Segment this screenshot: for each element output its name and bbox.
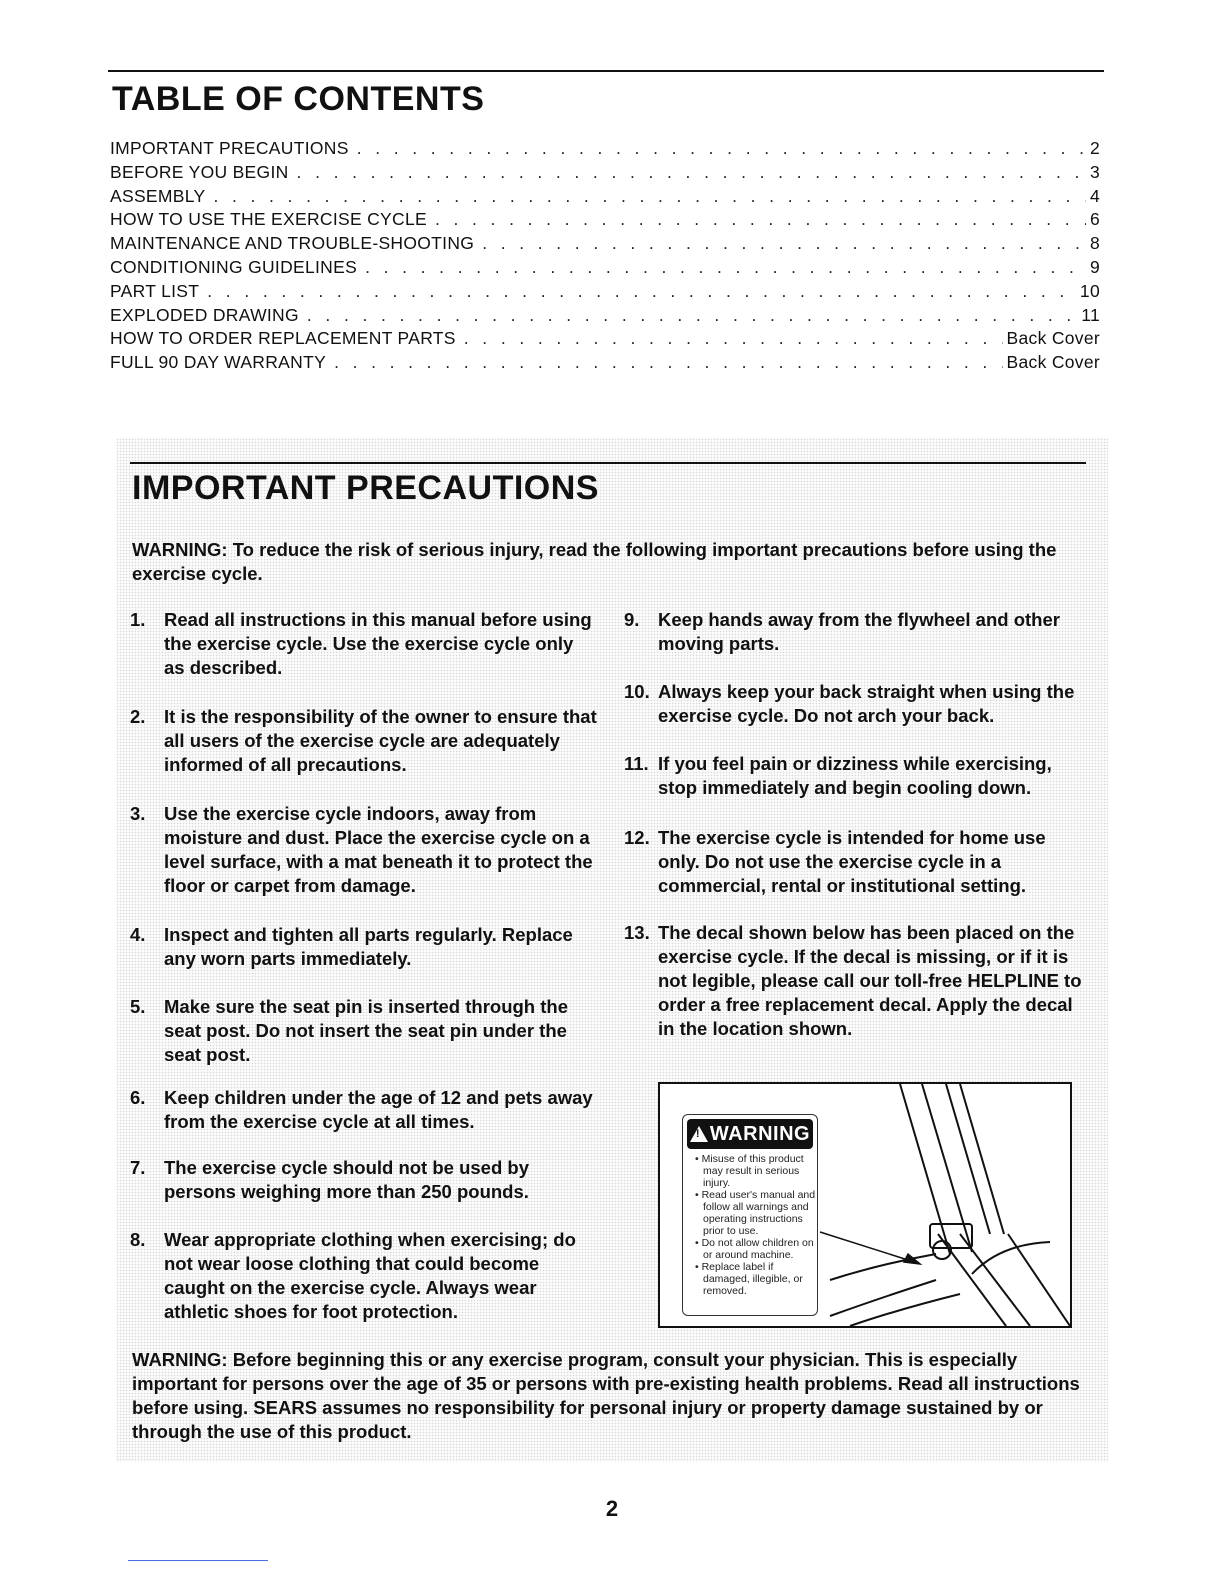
precaution-item <box>622 921 1092 1041</box>
toc-entry-page: 9 <box>1089 256 1100 277</box>
toc-entry[interactable] <box>108 305 1104 329</box>
toc-leader-dots <box>334 352 1002 373</box>
precaution-number: 2. <box>130 706 146 727</box>
toc-list <box>108 138 1104 376</box>
table-of-contents <box>108 70 1104 376</box>
toc-leader-dots <box>464 328 1003 349</box>
toc-entry[interactable] <box>108 257 1104 281</box>
toc-entry-label: CONDITIONING GUIDELINES <box>110 256 358 277</box>
toc-leader-dots <box>307 305 1077 326</box>
precaution-number: 12. <box>624 827 650 848</box>
toc-entry-label: HOW TO ORDER REPLACEMENT PARTS <box>110 328 456 349</box>
precaution-item <box>128 705 598 777</box>
precaution-item <box>128 1156 598 1204</box>
precaution-text: Use the exercise cycle indoors, away from moisture and dust. Place the exercise cycle on a level surface, with a mat beneath it to protect the floor or carpet from damage. <box>164 803 593 896</box>
toc-leader-dots <box>482 233 1086 254</box>
toc-top-rule <box>108 70 1104 72</box>
toc-leader-dots <box>357 138 1086 159</box>
precaution-text: Always keep your back straight when using the exercise cycle. Do not arch your back. <box>658 681 1075 726</box>
toc-entry-label: MAINTENANCE AND TROUBLE-SHOOTING <box>110 233 475 254</box>
important-precautions-panel <box>116 438 1108 1462</box>
toc-title: TABLE OF CONTENTS <box>112 80 485 118</box>
toc-entry-page: 10 <box>1079 280 1100 301</box>
precaution-text: It is the responsibility of the owner to ensure that all users of the exercise cycle are adequately informed of all precautions. <box>164 706 597 775</box>
precautions-title: IMPORTANT PRECAUTIONS <box>132 469 599 507</box>
toc-entry-label: ASSEMBLY <box>110 185 206 206</box>
toc-entry-page: 4 <box>1089 185 1100 206</box>
toc-entry-page: 2 <box>1089 138 1100 158</box>
precaution-text: Keep children under the age of 12 and pets away from the exercise cycle at all times. <box>164 1087 593 1132</box>
closing-warning: WARNING: Before beginning this or any exercise program, consult your physician. This is especially important for persons over the age of 35 or persons with pre-existing health problems. Read all instructions before using. SEARS assumes no responsibility for personal injury or property damage sustained by or through the use of this product. <box>132 1349 1080 1442</box>
toc-entry-label: EXPLODED DRAWING <box>110 304 299 325</box>
toc-entry-page: Back Cover <box>1006 352 1100 373</box>
toc-entry[interactable] <box>108 281 1104 305</box>
precaution-number: 8. <box>130 1229 146 1250</box>
precaution-text: If you feel pain or dizziness while exercising, stop immediately and begin cooling down. <box>658 753 1052 798</box>
toc-leader-dots <box>297 162 1086 183</box>
precaution-text: The decal shown below has been placed on the exercise cycle. If the decal is missing, or if it is not legible, please call our toll-free HELPLINE to order a free replacement decal. Apply the decal in the location shown. <box>658 922 1082 1039</box>
precaution-item <box>622 680 1092 728</box>
toc-leader-dots <box>207 281 1076 302</box>
toc-entry-label: FULL 90 DAY WARRANTY <box>110 352 327 373</box>
toc-entry-page: 8 <box>1089 233 1100 254</box>
decal-header <box>687 1119 813 1149</box>
toc-entry[interactable] <box>108 162 1104 186</box>
toc-entry[interactable] <box>108 352 1104 376</box>
intro-warning: WARNING: To reduce the risk of serious injury, read the following important precautions before using the exercise cycle. <box>132 539 1057 584</box>
precaution-text: Keep hands away from the flywheel and other moving parts. <box>658 609 1060 654</box>
decal-line: • Read user's manual and follow all warnings and operating instructions prior to use. <box>695 1189 816 1237</box>
precaution-item <box>128 923 598 971</box>
precaution-item <box>622 826 1092 898</box>
toc-entry[interactable] <box>108 328 1104 352</box>
footer-link-underline <box>128 1560 268 1561</box>
precaution-item <box>128 1228 598 1324</box>
precaution-number: 13. <box>624 922 650 943</box>
precaution-number: 10. <box>624 681 650 702</box>
toc-entry-page: 11 <box>1081 304 1100 325</box>
warning-triangle-icon <box>690 1126 708 1142</box>
toc-entry-page: Back Cover <box>1006 328 1100 349</box>
toc-leader-dots <box>213 186 1086 207</box>
toc-entry-label: HOW TO USE THE EXERCISE CYCLE <box>110 209 427 230</box>
toc-leader-dots <box>435 209 1086 230</box>
toc-entry-page: 3 <box>1089 161 1100 182</box>
toc-entry[interactable] <box>108 233 1104 257</box>
precaution-item <box>128 802 598 898</box>
precaution-text: Wear appropriate clothing when exercising; do not wear loose clothing that could become caught on the exercise cycle. Always wear athletic shoes for foot protection. <box>164 1229 576 1322</box>
precaution-item <box>622 752 1092 800</box>
precaution-item <box>622 608 1092 656</box>
decal-text <box>695 1153 817 1297</box>
precaution-number: 4. <box>130 924 146 945</box>
toc-entry-page: 6 <box>1089 209 1100 230</box>
precaution-item <box>128 995 598 1067</box>
precaution-number: 9. <box>624 609 640 630</box>
toc-entry[interactable] <box>108 209 1104 233</box>
toc-entry[interactable] <box>108 138 1104 162</box>
precaution-text: Make sure the seat pin is inserted through the seat post. Do not insert the seat pin under the seat post. <box>164 996 569 1065</box>
toc-entry-label: BEFORE YOU BEGIN <box>110 161 289 182</box>
precaution-text: The exercise cycle should not be used by persons weighing more than 250 pounds. <box>164 1157 529 1202</box>
toc-entry-label: IMPORTANT PRECAUTIONS <box>110 138 349 158</box>
toc-entry-label: PART LIST <box>110 280 200 301</box>
precautions-top-rule <box>130 462 1086 464</box>
precaution-number: 7. <box>130 1157 146 1178</box>
page-number: 2 <box>605 1496 619 1521</box>
decal-header-text: WARNING <box>709 1122 811 1145</box>
precaution-text: Read all instructions in this manual before using the exercise cycle. Use the exercise cycle only as described. <box>164 609 592 678</box>
precaution-number: 6. <box>130 1087 146 1108</box>
decal-line: • Do not allow children on or around machine. <box>695 1237 814 1261</box>
warning-decal <box>682 1114 818 1316</box>
precaution-number: 5. <box>130 996 146 1017</box>
precaution-number: 3. <box>130 803 146 824</box>
decal-line: • Misuse of this product may result in serious injury. <box>695 1153 804 1189</box>
precaution-number: 11. <box>624 753 649 774</box>
precaution-number: 1. <box>130 609 146 630</box>
warning-decal-figure <box>658 1082 1072 1328</box>
decal-line: • Replace label if damaged, illegible, or removed. <box>695 1261 803 1297</box>
precaution-text: Inspect and tighten all parts regularly. Replace any worn parts immediately. <box>164 924 573 969</box>
toc-entry[interactable] <box>108 186 1104 210</box>
precaution-text: The exercise cycle is intended for home use only. Do not use the exercise cycle in a commercial, rental or institutional setting. <box>658 827 1046 896</box>
precaution-item <box>128 608 598 680</box>
precaution-item <box>128 1086 598 1134</box>
toc-leader-dots <box>365 257 1086 278</box>
